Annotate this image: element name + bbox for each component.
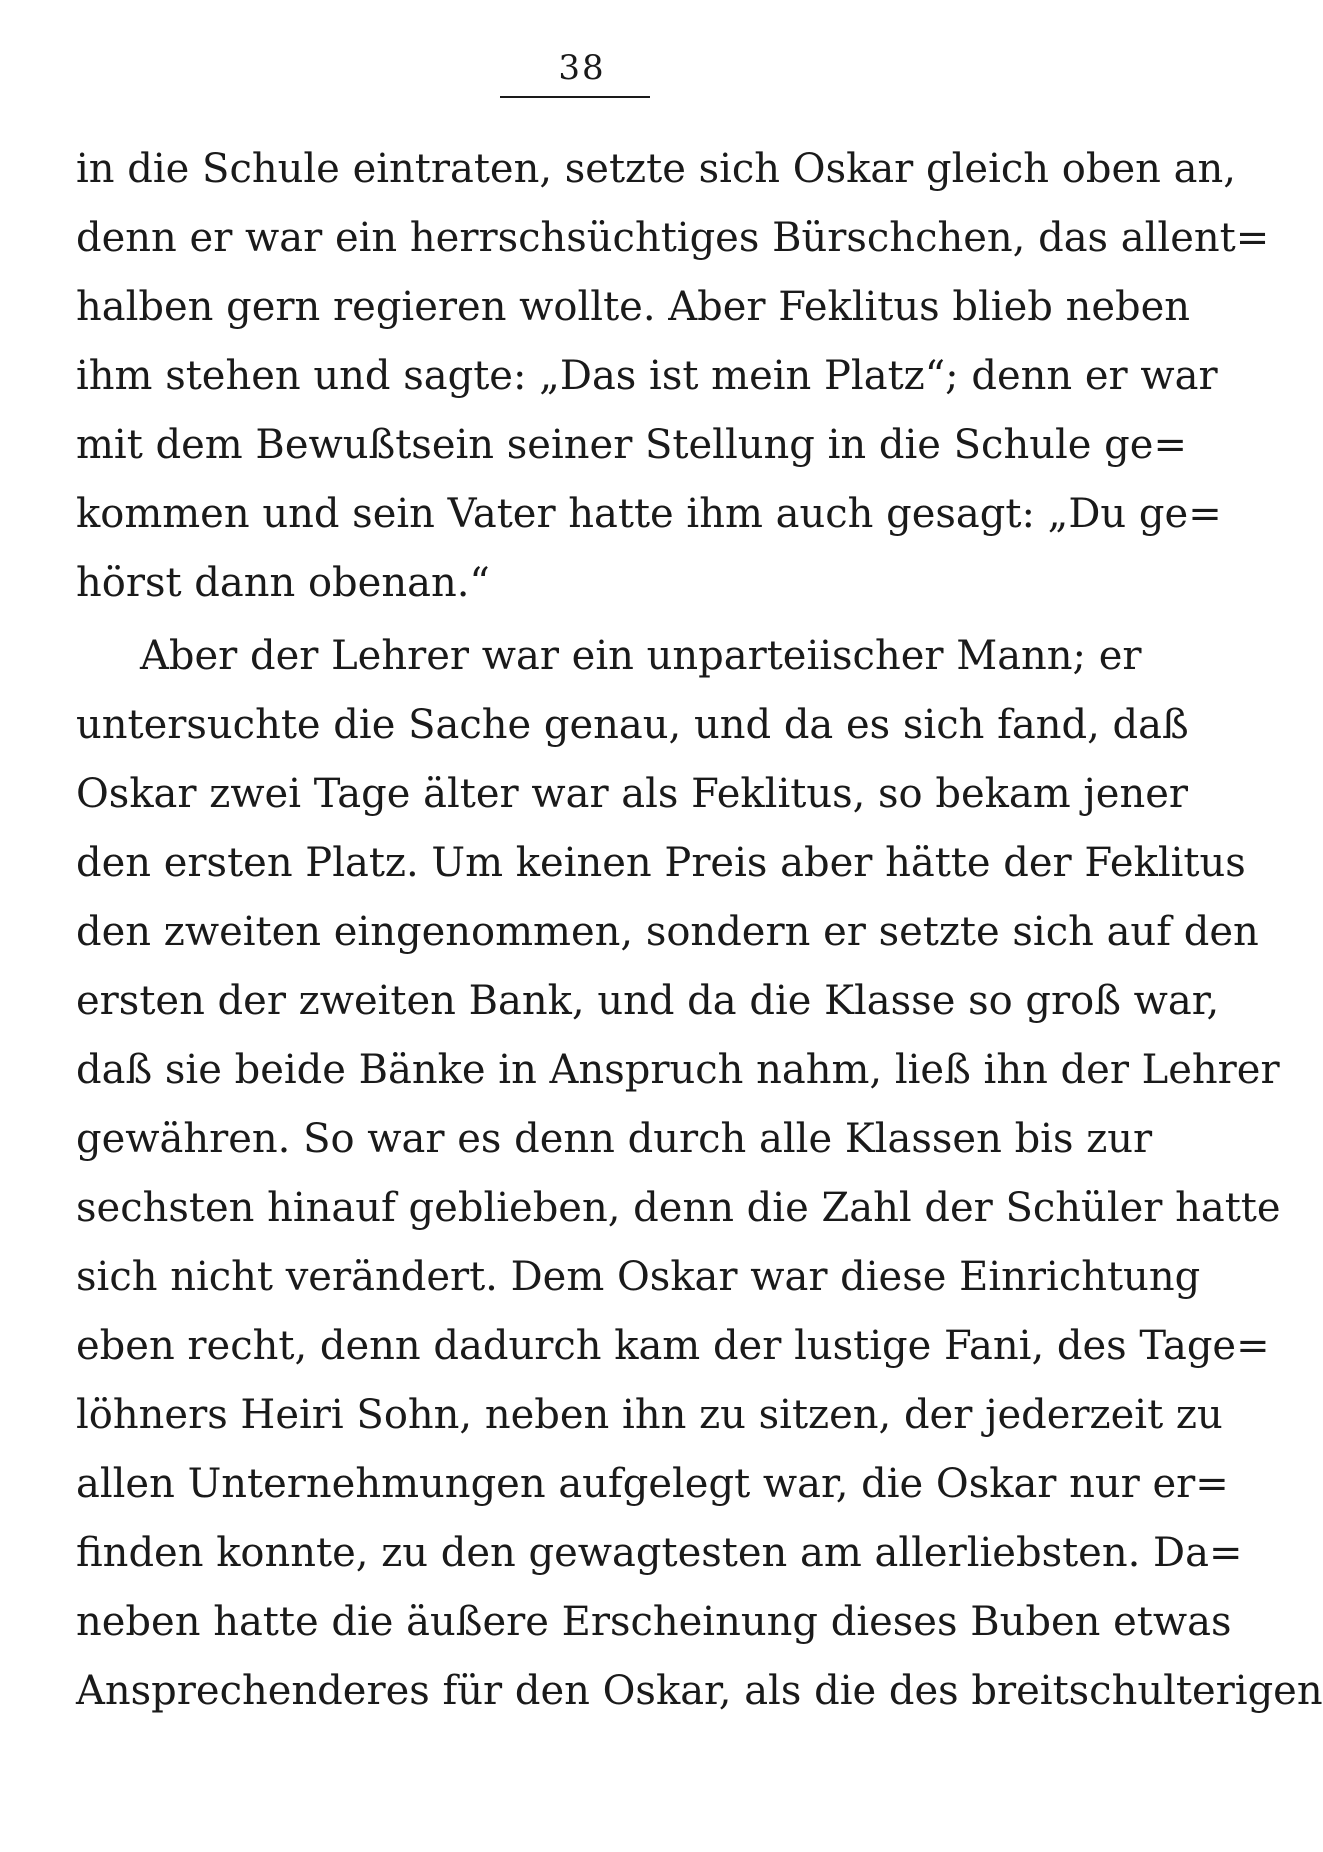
text-line: in die Schule eintraten, setzte sich Oskar gleich oben an, <box>76 146 1236 192</box>
text-line: hörst dann obenan.“ <box>76 560 490 606</box>
text-line: daß sie beide Bänke in Anspruch nahm, ließ ihn der Lehrer <box>76 1047 1280 1093</box>
text-line: eben recht, denn dadurch kam der lustige Fani, des Tage= <box>76 1323 1270 1369</box>
page-number: 38 <box>558 48 606 88</box>
text-line: Oskar zwei Tage älter war als Feklitus, so bekam jener <box>76 771 1188 817</box>
text-line: untersuchte die Sache genau, und da es sich fand, daß <box>76 702 1189 748</box>
text-line: den zweiten eingenommen, sondern er setzte sich auf den <box>76 909 1259 955</box>
text-line: Ansprechenderes für den Oskar, als die des breitschulterigen <box>76 1668 1323 1714</box>
page-number-rule <box>500 96 650 98</box>
paragraph <box>76 135 1270 618</box>
text-line: sich nicht verändert. Dem Oskar war diese Einrichtung <box>76 1254 1201 1300</box>
paragraph <box>76 622 1323 1726</box>
text-line: ersten der zweiten Bank, und da die Klasse so groß war, <box>76 978 1220 1024</box>
text-line: gewähren. So war es denn durch alle Klassen bis zur <box>76 1116 1153 1162</box>
text-line: halben gern regieren wollte. Aber Feklitus blieb neben <box>76 284 1191 330</box>
text-line: neben hatte die äußere Erscheinung dieses Buben etwas <box>76 1599 1232 1645</box>
text-line: finden konnte, zu den gewagtesten am allerliebsten. Da= <box>76 1530 1243 1576</box>
text-line: kommen und sein Vater hatte ihm auch gesagt: „Du ge= <box>76 491 1222 537</box>
text-line: löhners Heiri Sohn, neben ihn zu sitzen, der jederzeit zu <box>76 1392 1223 1438</box>
text-line: sechsten hinauf geblieben, denn die Zahl der Schüler hatte <box>76 1185 1281 1231</box>
text-line: den ersten Platz. Um keinen Preis aber hätte der Feklitus <box>76 840 1246 886</box>
body-text <box>76 135 1323 1726</box>
text-line: Aber der Lehrer war ein unparteiischer Mann; er <box>140 633 1142 679</box>
text-line: mit dem Bewußtsein seiner Stellung in die Schule ge= <box>76 422 1187 468</box>
text-line: allen Unternehmungen aufgelegt war, die Oskar nur er= <box>76 1461 1229 1507</box>
text-line: denn er war ein herrschsüchtiges Bürschchen, das allent= <box>76 215 1270 261</box>
text-line: ihm stehen und sagte: „Das ist mein Platz“; denn er war <box>76 353 1218 399</box>
